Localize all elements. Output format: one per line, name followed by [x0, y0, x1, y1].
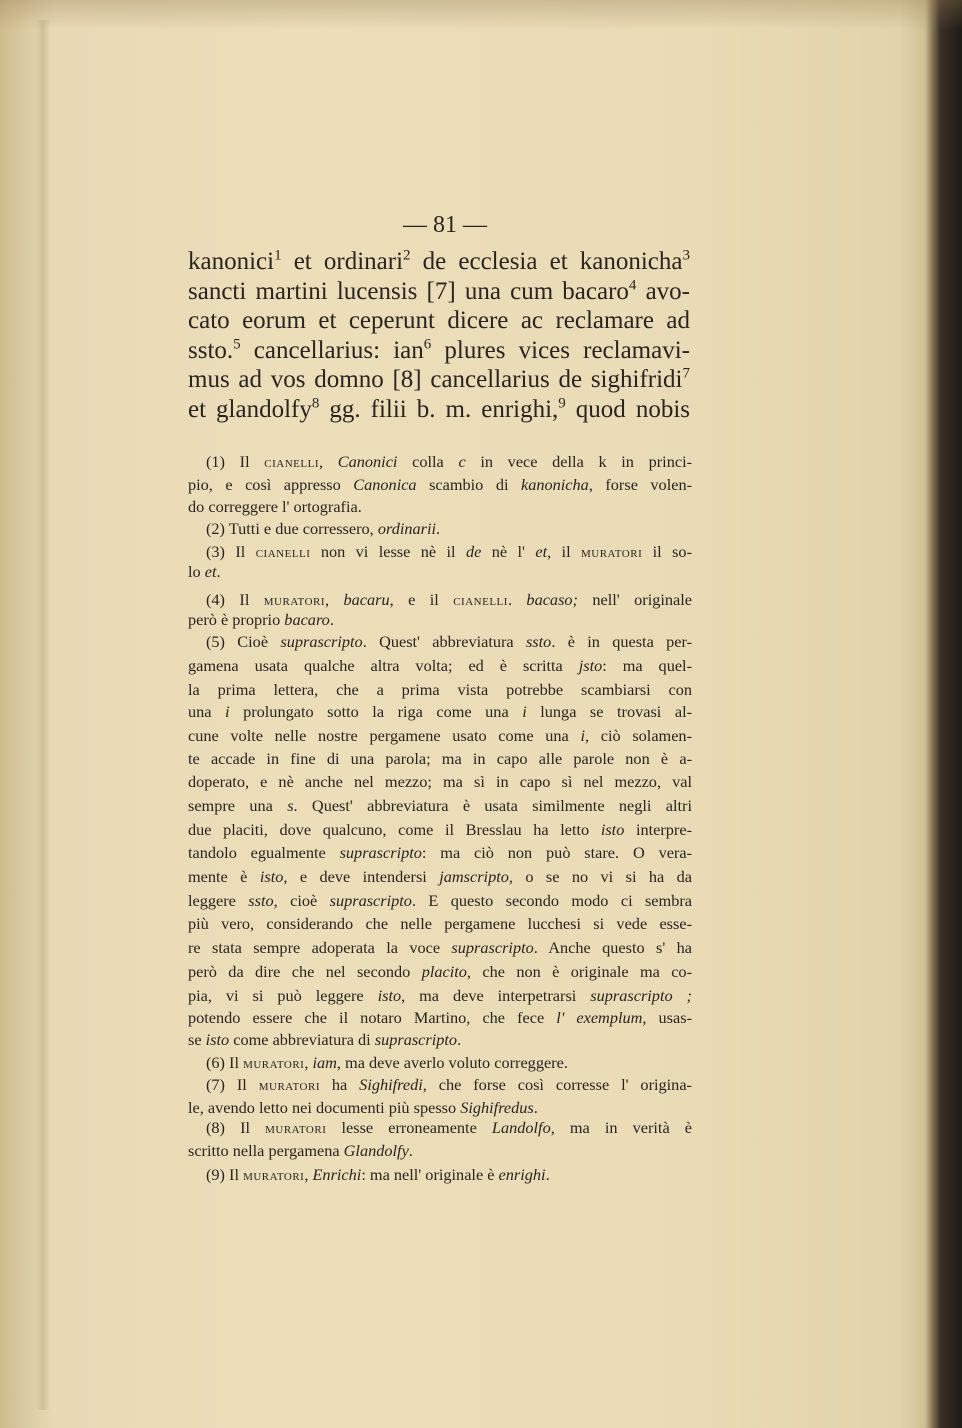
- text-run: le, avendo letto nei documenti più spesso: [188, 1098, 461, 1117]
- text-run: (2) Tutti e due corressero,: [206, 519, 378, 538]
- main-text-line: [188, 396, 690, 424]
- footnote-line: [188, 562, 692, 582]
- text-run: se: [188, 1030, 206, 1049]
- text-run: enrighi: [498, 1165, 546, 1184]
- text-run: muratori: [243, 1053, 305, 1072]
- text-run: .: [408, 1141, 413, 1160]
- text-run: Landolfo: [491, 1118, 551, 1137]
- text-run: (3) Il: [206, 542, 256, 561]
- text-run: , ma deve interpetrarsi: [401, 986, 591, 1005]
- text-run: pio, e così appresso: [188, 475, 354, 494]
- text-run: ha: [320, 1075, 360, 1094]
- text-run: , cioè: [273, 891, 330, 910]
- text-run: (1) Il: [206, 452, 265, 471]
- text-run: te accade in fine di una parola; ma in capo alle parole non è a-: [188, 749, 692, 768]
- text-run: come abbreviatura di: [229, 1030, 375, 1049]
- text-run: , il: [547, 542, 581, 561]
- text-run: isto: [600, 820, 625, 839]
- text-run: non vi lesse nè il: [310, 542, 466, 561]
- text-run: . Quest' abbreviatura è usata similmente negli altri: [293, 796, 692, 815]
- text-run: ssto.: [188, 336, 234, 364]
- text-run: più vero, considerando che nelle pergamene lucchesi si vede esse-: [188, 914, 692, 933]
- text-run: suprascripto: [329, 891, 412, 910]
- text-run: i: [580, 726, 585, 745]
- text-run: : ma nell' originale è: [361, 1165, 499, 1184]
- text-run: jsto: [578, 656, 603, 675]
- text-run: (5) Cioè: [206, 632, 281, 651]
- text-run: nè l': [481, 542, 536, 561]
- footnote-line: [188, 891, 692, 911]
- text-run: . Quest' abbreviatura: [362, 632, 526, 651]
- text-run: bacaru: [343, 590, 390, 609]
- text-run: il so-: [642, 542, 692, 561]
- text-run: . è in questa per-: [551, 632, 692, 651]
- footnote-line: [188, 867, 692, 887]
- text-run: .: [436, 519, 441, 538]
- text-run: kanonici: [188, 248, 275, 275]
- text-run: scambio di: [416, 475, 521, 494]
- text-run: avo-: [636, 277, 691, 305]
- text-run: ,: [319, 452, 338, 471]
- text-run: tandolo egualmente: [188, 843, 340, 862]
- page-gutter-shadow: [36, 20, 50, 1410]
- text-run: , o se no vi si ha da: [508, 867, 693, 886]
- text-run: iam: [312, 1053, 337, 1072]
- text-run: cianelli: [453, 590, 508, 609]
- footnote-line: [206, 1118, 692, 1138]
- text-run: ,: [304, 1165, 313, 1184]
- text-run: doperato, e nè anche nel mezzo; ma sì in capo sì nel mezzo, val: [188, 772, 692, 791]
- text-run: quod nobis: [565, 395, 690, 423]
- main-text-line: [188, 366, 690, 394]
- text-run: Canonica: [353, 475, 417, 494]
- text-run: ,: [304, 1053, 313, 1072]
- text-run: , usas-: [642, 1008, 692, 1027]
- text-run: , e deve intendersi: [283, 867, 440, 886]
- footnote-line: [206, 1075, 692, 1095]
- text-run: nell' originale: [577, 590, 693, 609]
- main-text-line: [188, 337, 690, 365]
- text-run: placito: [421, 962, 467, 981]
- text-run: (8) Il: [206, 1118, 266, 1137]
- text-run: : ma quel-: [602, 656, 693, 675]
- main-text-line: [188, 307, 690, 335]
- footnote-line: [206, 632, 692, 652]
- text-run: lo: [188, 562, 205, 581]
- text-run: .: [545, 1165, 550, 1184]
- text-run: re stata sempre adoperata la voce: [188, 938, 452, 957]
- main-text-line: [188, 248, 690, 276]
- footnote-line: [206, 519, 692, 539]
- text-run: Glandolfy: [343, 1141, 409, 1160]
- text-run: bacaso;: [526, 590, 578, 609]
- text-run: s: [287, 796, 294, 815]
- page-top-shadow: [0, 0, 962, 30]
- text-run: potendo essere che il notaro Martino, che fece: [188, 1008, 557, 1027]
- text-run: muratori: [243, 1165, 305, 1184]
- text-run: muratori: [263, 590, 326, 609]
- text-run: suprascripto: [339, 843, 422, 862]
- text-run: sempre una: [188, 796, 288, 815]
- footnote-line: [188, 1141, 692, 1161]
- text-run: pia, vi si può leggere: [188, 986, 378, 1005]
- text-run: ssto: [248, 891, 274, 910]
- text-run: cune volte nelle nostre pergamene usato come una: [188, 726, 581, 745]
- text-run: isto: [377, 986, 402, 1005]
- text-run: kanonicha: [520, 475, 589, 494]
- footnote-ref: 2: [403, 247, 411, 264]
- footnote-line: [188, 656, 692, 676]
- text-run: lesse erroneamente: [326, 1118, 492, 1137]
- footnote-line: [188, 1098, 692, 1118]
- text-run: , ma deve averlo voluto correggere.: [336, 1053, 568, 1072]
- text-run: . E questo secondo modo ci sembra: [411, 891, 692, 910]
- text-run: cato eorum et ceperunt dicere ac reclamare ad: [188, 307, 690, 334]
- text-run: i: [522, 702, 527, 721]
- text-run: muratori: [258, 1075, 320, 1094]
- text-run: suprascripto ;: [590, 986, 692, 1005]
- text-run: .: [216, 562, 221, 581]
- text-run: : ma ciò non può stare. O vera-: [421, 843, 693, 862]
- footnote-line: [188, 726, 692, 746]
- footnote-line: [188, 497, 692, 517]
- text-run: isto: [205, 1030, 230, 1049]
- text-run: cianelli: [264, 452, 319, 471]
- text-run: suprascripto: [374, 1030, 458, 1049]
- footnote-line: [206, 452, 692, 472]
- text-run: isto: [259, 867, 284, 886]
- text-run: c: [458, 452, 466, 471]
- text-run: cianelli: [255, 542, 311, 561]
- footnote-line: [206, 590, 692, 610]
- text-run: plures vices reclamavi-: [431, 336, 690, 364]
- text-run: gamena usata qualche altra volta; ed è scritta: [188, 656, 579, 675]
- text-run: però è proprio: [188, 610, 285, 629]
- footnote-ref: 8: [311, 395, 320, 412]
- text-run: mus ad vos domno [8] cancellarius de sighifridi: [188, 366, 683, 393]
- text-run: gg. filii b. m. enrighi,: [319, 395, 559, 423]
- footnote-line: [206, 542, 692, 562]
- footnote-line: [188, 938, 692, 958]
- text-run: , ma in verità è: [550, 1118, 692, 1137]
- text-run: suprascripto: [451, 938, 534, 957]
- text-run: colla: [397, 452, 459, 471]
- footnote-line: [188, 1008, 692, 1028]
- footnote-line: [206, 1053, 692, 1073]
- text-run: due placiti, dove qualcuno, come il Bresslau ha letto: [188, 820, 601, 839]
- text-run: muratori: [265, 1118, 327, 1137]
- text-run: lunga se trovasi al-: [526, 702, 693, 721]
- footnote-line: [188, 796, 692, 816]
- page-number: — 81 —: [403, 212, 487, 238]
- text-run: muratori: [581, 542, 643, 561]
- text-run: ,: [325, 590, 344, 609]
- text-run: et: [535, 542, 548, 561]
- text-run: de ecclesia et kanonicha: [410, 248, 683, 275]
- footnote-ref: 3: [682, 247, 690, 264]
- footnote-ref: 1: [274, 247, 282, 264]
- text-run: l' exemplum: [556, 1008, 643, 1027]
- footnote-line: [188, 702, 692, 722]
- text-run: de: [465, 542, 482, 561]
- text-run: . Anche questo s' ha: [533, 938, 692, 957]
- footnote-line: [188, 772, 692, 792]
- footnote-line: [188, 1030, 692, 1050]
- text-run: (6) Il: [206, 1053, 244, 1072]
- text-run: interpre-: [624, 820, 692, 839]
- text-run: jamscripto: [439, 867, 509, 886]
- text-run: et ordinari: [281, 248, 404, 275]
- text-run: , ciò solamen-: [584, 726, 692, 745]
- main-text-line: [188, 278, 690, 306]
- text-run: (9) Il: [206, 1165, 244, 1184]
- footnote-line: [206, 1165, 692, 1185]
- text-run: (7) Il: [206, 1075, 259, 1094]
- text-run: la prima lettera, che a prima vista potrebbe scambiarsi con: [188, 680, 692, 699]
- text-run: do correggere l' ortografia.: [188, 497, 362, 516]
- footnote-line: [188, 820, 692, 840]
- footnote-line: [188, 986, 692, 1006]
- text-run: però da dire che nel secondo: [188, 962, 422, 981]
- text-run: in vece della k in princi-: [465, 452, 693, 471]
- footnote-line: [188, 475, 692, 495]
- text-run: mente è: [188, 867, 260, 886]
- footnote-line: [188, 749, 692, 769]
- text-run: , e il: [389, 590, 454, 609]
- footnote-ref: 5: [233, 336, 241, 353]
- text-run: cancellarius: ian: [240, 336, 424, 364]
- text-run: prolungato sotto la riga come una: [229, 702, 523, 721]
- text-run: .: [533, 1098, 538, 1117]
- text-run: Enrichi: [312, 1165, 362, 1184]
- footnote-line: [188, 843, 692, 863]
- footnote-line: [188, 962, 692, 982]
- text-run: , che forse così corresse l' origina-: [422, 1075, 692, 1094]
- text-run: scritto nella pergamena: [188, 1141, 344, 1160]
- text-run: bacaro: [284, 610, 330, 629]
- text-run: .: [457, 1030, 462, 1049]
- text-run: Canonici: [337, 452, 398, 471]
- text-run: suprascripto: [280, 632, 363, 651]
- footnote-line: [188, 610, 692, 630]
- text-run: ssto: [525, 632, 552, 651]
- footnote-line: [188, 914, 692, 934]
- footnote-line: [188, 680, 692, 700]
- text-run: , forse volen-: [588, 475, 693, 494]
- text-run: et: [204, 562, 217, 581]
- text-run: ordinarii: [377, 519, 437, 538]
- text-run: leggere: [188, 891, 249, 910]
- footnote-ref: 6: [423, 336, 432, 353]
- text-run: Sighifredus: [460, 1098, 534, 1117]
- footnote-ref: 7: [682, 365, 690, 382]
- text-run: (4) Il: [206, 590, 264, 609]
- text-run: .: [329, 610, 334, 629]
- text-run: una: [188, 702, 226, 721]
- text-run: , che non è originale ma co-: [466, 962, 692, 981]
- text-run: Sighifredi: [359, 1075, 423, 1094]
- footnote-ref: 4: [628, 277, 637, 294]
- footnote-ref: 9: [558, 395, 566, 412]
- text-run: et glandolfy: [188, 395, 312, 423]
- text-run: i: [225, 702, 230, 721]
- text-run: sancti martini lucensis [7] una cum bacaro: [188, 277, 629, 305]
- text-run: .: [507, 590, 527, 609]
